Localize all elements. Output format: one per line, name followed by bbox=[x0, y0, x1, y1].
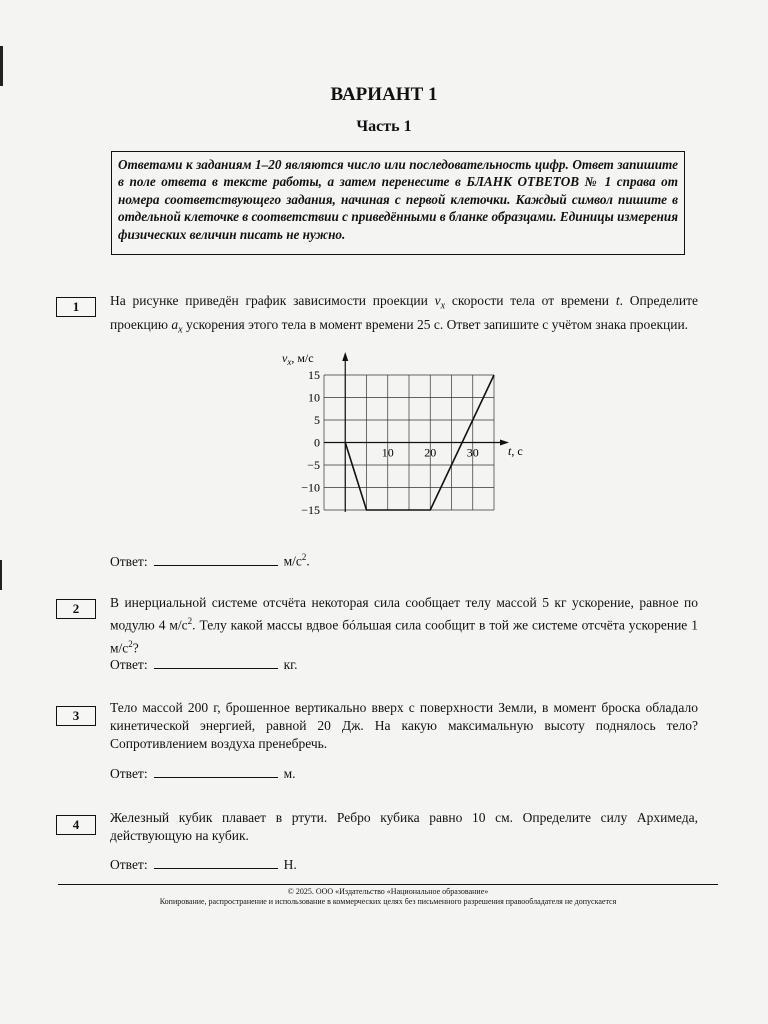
task-text-1: На рисунке приведён график зависимости проекции $v_x$ скорости тела от времени t. Определите проекцию $a_x$ ускорения этого тела в момент времени 25 с. Ответ запишите с учётом знака проекции. bbox=[110, 293, 698, 336]
task-text-2: В инерциальной системе отсчёта некоторая сила сообщает телу массой 5 кг ускорение, равное по модулю 4 $м/с^2$. Телу какой массы вдвое бóльшая сила сообщит в той же системе отсчёта ускорение 1 $м/с^2$? bbox=[110, 595, 698, 655]
answer-field-3[interactable] bbox=[154, 765, 278, 778]
x-tick-label: 20 bbox=[424, 445, 437, 460]
part-title: Часть 1 bbox=[356, 118, 412, 135]
chart-axes bbox=[324, 352, 509, 512]
scan-edge-mark bbox=[0, 46, 3, 86]
velocity-time-chart bbox=[270, 348, 540, 524]
task-number-4: 4 bbox=[56, 815, 96, 835]
answer-label: Ответ: bbox=[110, 857, 148, 872]
task-number-3: 3 bbox=[56, 706, 96, 726]
answer-row-3 bbox=[110, 765, 296, 782]
x-tick-label: 30 bbox=[466, 445, 479, 460]
answer-field-2[interactable] bbox=[154, 656, 278, 669]
answer-label: Ответ: bbox=[110, 766, 148, 781]
y-tick-label: 0 bbox=[314, 435, 320, 450]
answer-row-2 bbox=[110, 656, 298, 673]
y-tick-label: −5 bbox=[307, 458, 320, 472]
answer-field-4[interactable] bbox=[154, 856, 278, 869]
task-number-1: 1 bbox=[56, 297, 96, 317]
footer-divider bbox=[58, 884, 718, 885]
y-axis-arrow bbox=[342, 352, 348, 361]
footer-copyright: © 2025. ООО «Издательство «Национальное образование» bbox=[287, 887, 489, 896]
instructions-box: Ответами к заданиям 1–20 являются число или последовательность цифр. Ответ запишите в поле ответа в тексте работы, а затем перенесите в БЛАНК ОТВЕТОВ № 1 справа от номера соответствующего задания, начиная с первой клеточки. Каждый символ пишите в отдельной клеточке в соответствии с приведёнными в бланке образцами. Единицы измерения физических величин писать не нужно. bbox=[111, 151, 685, 255]
x-axis-label: t, с bbox=[508, 444, 523, 458]
answer-label: Ответ: bbox=[110, 553, 148, 569]
y-tick-label: 5 bbox=[314, 413, 320, 427]
answer-row-1 bbox=[110, 552, 310, 570]
answer-unit: $м/с^2$. bbox=[283, 552, 310, 569]
footer-rights: Копирование, распространение и использование в коммерческих целях без письменного разрешения правообладателя не допускается bbox=[159, 897, 617, 906]
answer-unit: кг. bbox=[283, 657, 298, 672]
answer-label: Ответ: bbox=[110, 657, 148, 672]
x-tick-label: 10 bbox=[381, 445, 394, 460]
y-tick-label: −10 bbox=[301, 480, 320, 495]
answer-field-1[interactable] bbox=[154, 553, 278, 566]
y-tick-label: 10 bbox=[308, 390, 320, 405]
task-number-2: 2 bbox=[56, 599, 96, 619]
y-tick-label: 15 bbox=[308, 368, 320, 382]
answer-row-4 bbox=[110, 856, 297, 873]
task-text-4: Железный кубик плавает в ртути. Ребро кубика равно 10 см. Определите силу Архимеда, действующую на кубик. bbox=[110, 810, 698, 843]
answer-unit: м. bbox=[283, 766, 296, 781]
y-axis-label: $v_x$, м/с bbox=[282, 351, 314, 367]
answer-unit: Н. bbox=[283, 857, 297, 872]
variant-title: ВАРИАНТ 1 bbox=[330, 84, 438, 105]
task-text-3: Тело массой 200 г, брошенное вертикально вверх с поверхности Земли, в момент броска обладало кинетической энергией, равной 20 Дж. На какую максимальную высоту поднялось тело? Сопротивлением воздуха пренебречь. bbox=[110, 700, 698, 751]
scan-edge-mark bbox=[0, 560, 2, 590]
y-tick-label: −15 bbox=[301, 503, 320, 517]
